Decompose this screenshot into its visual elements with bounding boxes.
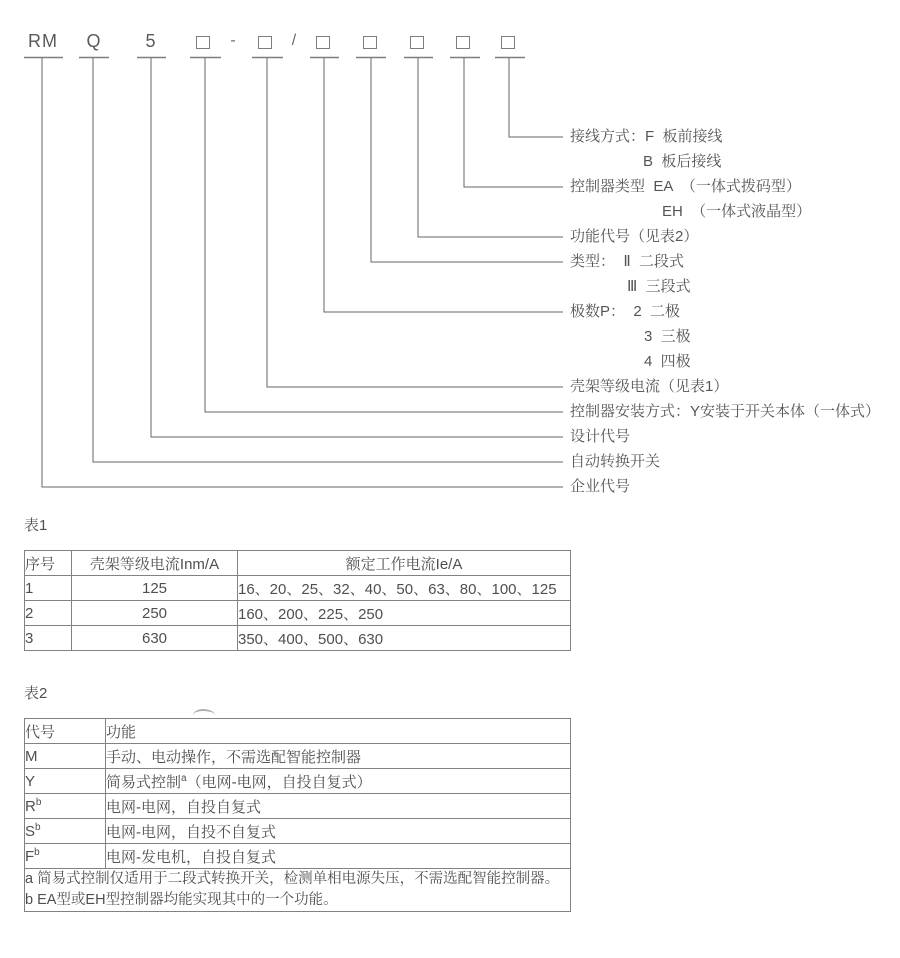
label-type-iii: Ⅲ 三段式 — [627, 278, 691, 295]
connector-company-code — [42, 58, 563, 487]
connector-controller-type — [464, 58, 563, 187]
table-row — [25, 844, 571, 869]
table1-header-index: 序号 — [25, 551, 72, 576]
function-text: 电网-发电机，自投自复式 — [106, 848, 276, 866]
table-row — [25, 626, 571, 651]
label-wiring-style: 接线方式：F 板前接线 — [570, 128, 723, 145]
table2-header-row — [25, 719, 571, 744]
connector-switch-type — [93, 58, 563, 462]
label-poles-2: 极数P： 2 二极 — [570, 303, 681, 320]
code-box-1 — [196, 36, 210, 49]
function-text: 手动、电动操作，不需选配智能控制器 — [106, 748, 362, 766]
connector-frame-current — [267, 58, 563, 387]
label-company-code: 企业代号 — [570, 478, 631, 495]
label-design-code: 设计代号 — [570, 428, 631, 445]
table-row — [25, 576, 571, 601]
table-row — [25, 601, 571, 626]
label-poles-4: 4 四极 — [644, 353, 691, 370]
code-box-7 — [501, 36, 515, 49]
table1-cell: 3 — [25, 626, 72, 651]
label-frame-current: 壳架等级电流（见表1） — [570, 378, 729, 395]
function-text-post: （电网-电网，自投自复式） — [186, 773, 372, 791]
function-superscript: a — [181, 772, 187, 784]
table1-header-row — [25, 551, 571, 576]
code-rm: RM — [28, 31, 58, 51]
label-controller-type-eh: EH （一体式液晶型） — [662, 203, 812, 220]
label-function-code: 功能代号（见表2） — [570, 228, 699, 245]
code-box-3 — [316, 36, 330, 49]
table1-header-frame-current: 壳架等级电流Inm/A — [72, 551, 238, 576]
elbow-connectors — [42, 58, 563, 487]
table2 — [24, 718, 571, 912]
table-row — [25, 769, 571, 794]
code-value: Y — [25, 772, 36, 790]
table2-code-cell — [25, 819, 106, 844]
connector-type — [371, 58, 563, 262]
code-value: R — [25, 797, 36, 815]
table2-function-cell — [106, 844, 571, 869]
code-5: 5 — [145, 31, 157, 51]
table1-cell: 125 — [72, 576, 238, 601]
table1-cell: 630 — [72, 626, 238, 651]
table2-function-cell — [106, 794, 571, 819]
scan-artifact-mark — [193, 709, 215, 716]
table2-footnote-cell — [25, 869, 571, 912]
code-q: Q — [86, 31, 102, 51]
code-value: F — [25, 847, 35, 865]
table2-code-cell — [25, 744, 106, 769]
label-switch-type: 自动转换开关 — [570, 453, 661, 470]
table1 — [24, 550, 571, 651]
table2-function-cell — [106, 819, 571, 844]
table2-code-cell — [25, 769, 106, 794]
table2-title: 表2 — [24, 685, 48, 702]
connector-design-code — [151, 58, 563, 437]
table2-code-cell — [25, 794, 106, 819]
table-row — [25, 744, 571, 769]
function-text: 电网-电网，自投不自复式 — [106, 823, 276, 841]
footnote-b: b EA型或EH型控制器均能实现其中的一个功能。 — [25, 892, 338, 908]
table1-cell: 2 — [25, 601, 72, 626]
function-text: 简易式控制 — [106, 773, 182, 791]
table1-cell: 350、400、500、630 — [238, 626, 571, 651]
code-superscript: b — [35, 796, 42, 808]
function-text: 电网-电网，自投自复式 — [106, 798, 261, 816]
table2-function-cell — [106, 744, 571, 769]
table1-title: 表1 — [24, 517, 48, 534]
table2-header-function: 功能 — [106, 719, 571, 744]
label-type-ii: 类型： Ⅱ 二段式 — [570, 253, 685, 270]
code-dash: - — [230, 32, 236, 49]
table1-header-rated-current: 额定工作电流Ie/A — [238, 551, 571, 576]
table1-cell: 16、20、25、32、40、50、63、80、100、125 — [238, 576, 571, 601]
code-superscript: b — [35, 821, 41, 833]
table1-cell: 160、200、225、250 — [238, 601, 571, 626]
code-box-5 — [410, 36, 424, 49]
code-slash: / — [291, 32, 297, 49]
table2-header-code: 代号 — [25, 719, 106, 744]
table1-cell: 1 — [25, 576, 72, 601]
table-row — [25, 794, 571, 819]
connector-function-code — [418, 58, 563, 237]
code-superscript: b — [34, 846, 40, 858]
label-controller-mount: 控制器安装方式：Y安装于开关本体（一体式） — [570, 403, 881, 420]
table1-cell: 250 — [72, 601, 238, 626]
label-wiring-style-b: B 板后接线 — [643, 153, 722, 170]
code-box-4 — [363, 36, 377, 49]
label-poles-3: 3 三极 — [644, 328, 691, 345]
table2-code-cell — [25, 844, 106, 869]
code-box-2 — [258, 36, 272, 49]
table-row — [25, 819, 571, 844]
connector-poles — [324, 58, 563, 312]
code-box-6 — [456, 36, 470, 49]
connector-wiring-style — [509, 58, 563, 137]
code-value: M — [25, 747, 38, 765]
table2-footnote-row — [25, 869, 571, 912]
code-value: S — [25, 822, 36, 840]
table2-function-cell — [106, 769, 571, 794]
footnote-a: a 简易式控制仅适用于二段式转换开关，检测单相电源失压，不需选配智能控制器。 — [25, 871, 560, 887]
label-controller-type-ea: 控制器类型 EA （一体式拨码型） — [570, 178, 801, 195]
